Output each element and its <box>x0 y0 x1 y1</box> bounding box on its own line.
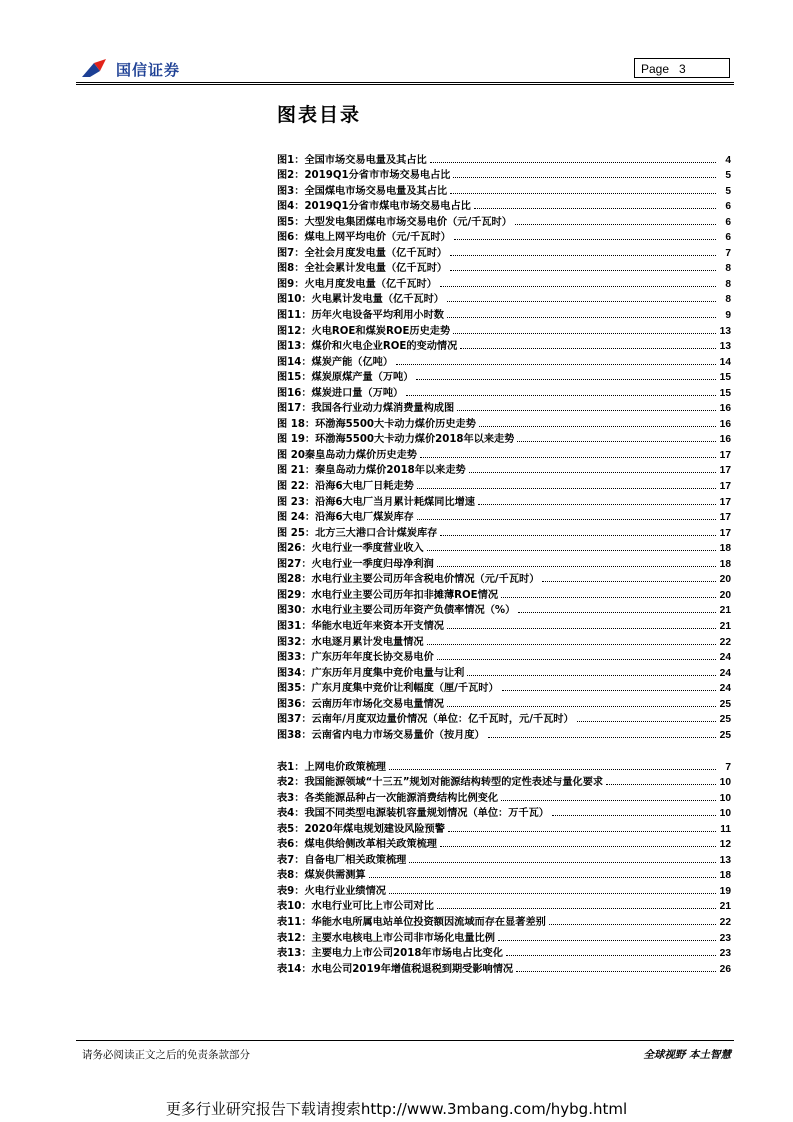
figure-entry[interactable] <box>277 539 731 555</box>
dot-leader <box>447 628 716 629</box>
entry-page-number: 6 <box>725 232 731 244</box>
dot-leader <box>389 769 716 770</box>
figure-entry[interactable] <box>277 508 731 524</box>
entry-label: 图38：云南省内电力市场交易量价（按月度） <box>277 729 485 741</box>
dot-leader <box>440 286 716 287</box>
table-entry[interactable] <box>277 912 731 928</box>
entry-page-number: 15 <box>719 372 731 384</box>
entry-label: 图30：水电行业主要公司历年资产负债率情况（%） <box>277 605 516 617</box>
dot-leader <box>478 504 716 505</box>
figure-entry[interactable] <box>277 725 731 741</box>
figure-entry[interactable] <box>277 166 731 182</box>
figure-entry[interactable] <box>277 492 731 508</box>
figure-entry[interactable] <box>277 290 731 306</box>
figure-entry[interactable] <box>277 212 731 228</box>
figure-entry[interactable] <box>277 414 731 430</box>
dot-leader <box>389 893 716 894</box>
entry-label: 图31：华能水电近年来资本开支情况 <box>277 620 444 632</box>
entry-label: 表11：华能水电所属电站单位投资额因流域而存在显著差别 <box>277 917 546 929</box>
entry-label: 图 19：环渤海5500大卡动力煤价2018年以来走势 <box>277 434 515 446</box>
entry-page-number: 11 <box>720 823 731 835</box>
entry-label: 图16：煤炭进口量（万吨） <box>277 387 404 399</box>
entry-page-number: 16 <box>719 434 731 446</box>
entry-label: 图14：煤炭产能（亿吨） <box>277 356 394 368</box>
dot-leader <box>396 364 716 365</box>
table-entry[interactable] <box>277 959 731 975</box>
dot-leader <box>448 831 716 832</box>
entry-page-number: 25 <box>719 714 731 726</box>
entry-page-number: 17 <box>719 481 731 493</box>
entry-page-number: 10 <box>719 792 731 804</box>
entry-page-number: 13 <box>719 341 731 353</box>
table-entry[interactable] <box>277 881 731 897</box>
figure-entry[interactable] <box>277 632 731 648</box>
figure-entry[interactable] <box>277 274 731 290</box>
entry-label: 表7：自备电厂相关政策梳理 <box>277 854 407 866</box>
entry-label: 图5：大型发电集团煤电市场交易电价（元/千瓦时） <box>277 216 512 228</box>
figure-entry[interactable] <box>277 679 731 695</box>
figure-entry[interactable] <box>277 570 731 586</box>
entry-label: 图 23：沿海6大电厂当月累计耗煤同比增速 <box>277 496 475 508</box>
entry-page-number: 24 <box>719 652 731 664</box>
figure-entry[interactable] <box>277 368 731 384</box>
figure-entry[interactable] <box>277 352 731 368</box>
entry-label: 表6：煤电供给侧改革相关政策梳理 <box>277 839 437 851</box>
entry-label: 表9：火电行业业绩情况 <box>277 885 386 897</box>
entry-page-number: 22 <box>719 917 731 929</box>
figure-entry[interactable] <box>277 321 731 337</box>
dot-leader <box>457 410 716 411</box>
dot-leader <box>549 924 716 925</box>
entry-page-number: 25 <box>719 729 731 741</box>
entry-page-number: 13 <box>719 854 731 866</box>
entry-page-number: 24 <box>719 683 731 695</box>
figure-entry[interactable] <box>277 259 731 275</box>
dot-leader <box>369 877 716 878</box>
figure-entry[interactable] <box>277 181 731 197</box>
dot-leader <box>516 971 716 972</box>
page-title: 图表目录 <box>277 104 362 126</box>
dot-leader <box>501 597 716 598</box>
entry-label: 图 24：沿海6大电厂煤炭库存 <box>277 512 414 524</box>
entry-page-number: 8 <box>725 263 731 275</box>
entry-label: 图1：全国市场交易电量及其占比 <box>277 154 427 166</box>
entry-page-number: 21 <box>719 620 731 632</box>
header-divider <box>76 82 734 83</box>
dot-leader <box>409 862 716 863</box>
dot-leader <box>427 644 716 645</box>
entry-label: 图13：煤价和火电企业ROE的变动情况 <box>277 341 458 353</box>
entry-page-number: 16 <box>719 403 731 415</box>
table-entry[interactable] <box>277 788 731 804</box>
entry-label: 图33：广东历年年度长协交易电价 <box>277 652 434 664</box>
dot-leader <box>420 457 716 458</box>
entry-label: 图32：水电逐月累计发电量情况 <box>277 636 424 648</box>
entry-page-number: 21 <box>719 901 731 913</box>
figure-entry[interactable] <box>277 197 731 213</box>
entry-page-number: 23 <box>719 932 731 944</box>
entry-label: 表3：各类能源品种占一次能源消费结构比例变化 <box>277 792 499 804</box>
entry-label: 图35：广东月度集中竞价让利幅度（厘/千瓦时） <box>277 683 499 695</box>
entry-label: 图27：火电行业一季度归母净利润 <box>277 558 434 570</box>
table-entry[interactable] <box>277 835 731 851</box>
footer-divider <box>76 1040 734 1041</box>
dot-leader <box>440 846 716 847</box>
dot-leader <box>447 301 716 302</box>
page-indicator <box>634 58 730 78</box>
entry-page-number: 13 <box>719 325 731 337</box>
figure-list <box>277 150 731 741</box>
entry-page-number: 19 <box>719 885 731 897</box>
entry-label: 表10：水电行业可比上市公司对比 <box>277 901 434 913</box>
entry-page-number: 26 <box>719 963 731 975</box>
dot-leader <box>427 550 716 551</box>
table-list <box>277 757 731 975</box>
figure-entry[interactable] <box>277 710 731 726</box>
logo-text: 国信证券 <box>116 61 181 79</box>
entry-page-number: 5 <box>725 170 731 182</box>
page-number: 3 <box>679 62 686 76</box>
entry-label: 表8：煤炭供需测算 <box>277 870 366 882</box>
entry-label: 图8：全社会累计发电量（亿千瓦时） <box>277 263 448 275</box>
table-entry[interactable] <box>277 944 731 960</box>
entry-label: 图10：火电累计发电量（亿千瓦时） <box>277 294 444 306</box>
entry-page-number: 7 <box>725 761 731 773</box>
entry-page-number: 12 <box>719 839 731 851</box>
entry-page-number: 22 <box>719 636 731 648</box>
dot-leader <box>606 784 716 785</box>
dot-leader <box>467 675 716 676</box>
dot-leader <box>479 426 716 427</box>
logo-mark-icon <box>80 57 112 79</box>
company-logo <box>80 55 210 85</box>
entry-label: 图 25：北方三大港口合计煤炭库存 <box>277 527 438 539</box>
figure-entry[interactable] <box>277 461 731 477</box>
dot-leader <box>437 566 716 567</box>
entry-page-number: 24 <box>719 667 731 679</box>
entry-label: 图37：云南年/月度双边量价情况（单位：亿千瓦时，元/千瓦时） <box>277 714 574 726</box>
entry-label: 图17：我国各行业动力煤消费量构成图 <box>277 403 455 415</box>
table-entry[interactable] <box>277 850 731 866</box>
figure-entry[interactable] <box>277 150 731 166</box>
dot-leader <box>437 659 716 660</box>
figure-entry[interactable] <box>277 305 731 321</box>
entry-label: 图12：火电ROE和煤炭ROE历史走势 <box>277 325 451 337</box>
dot-leader <box>450 193 716 194</box>
dot-leader <box>515 224 716 225</box>
dot-leader <box>542 581 716 582</box>
entry-label: 图7：全社会月度发电量（亿千瓦时） <box>277 247 448 259</box>
dot-leader <box>447 317 716 318</box>
dot-leader <box>469 472 716 473</box>
entry-page-number: 6 <box>725 216 731 228</box>
entry-page-number: 6 <box>725 201 731 213</box>
dot-leader <box>450 255 716 256</box>
entry-label: 表12：主要水电核电上市公司非市场化电量比例 <box>277 932 495 944</box>
entry-page-number: 18 <box>719 543 731 555</box>
figure-entry[interactable] <box>277 430 731 446</box>
entry-page-number: 7 <box>725 247 731 259</box>
entry-label: 图 21：秦皇岛动力煤价2018年以来走势 <box>277 465 466 477</box>
dot-leader <box>440 535 716 536</box>
dot-leader <box>498 940 716 941</box>
entry-page-number: 23 <box>719 948 731 960</box>
disclaimer-note: 请务必阅读正文之后的免责条款部分 <box>82 1049 250 1061</box>
entry-label: 图6：煤电上网平均电价（元/千瓦时） <box>277 232 451 244</box>
dot-leader <box>488 737 716 738</box>
dot-leader <box>552 815 716 816</box>
table-entry[interactable] <box>277 897 731 913</box>
figure-entry[interactable] <box>277 243 731 259</box>
figure-entry[interactable] <box>277 337 731 353</box>
entry-label: 表5：2020年煤电规划建设风险预警 <box>277 823 445 835</box>
slogan: 全球视野 本土智慧 <box>643 1049 731 1061</box>
table-entry[interactable] <box>277 928 731 944</box>
dot-leader <box>474 208 716 209</box>
entry-label: 表14：水电公司2019年增值税退税到期受影响情况 <box>277 963 514 975</box>
entry-page-number: 20 <box>719 574 731 586</box>
table-entry[interactable] <box>277 819 731 835</box>
download-note[interactable]: 更多行业研究报告下载请搜索http://www.3mbang.com/hybg.html <box>165 1100 628 1118</box>
figure-entry[interactable] <box>277 445 731 461</box>
entry-label: 图3：全国煤电市场交易电量及其占比 <box>277 185 448 197</box>
dot-leader <box>502 690 716 691</box>
entry-page-number: 17 <box>719 496 731 508</box>
figure-entry[interactable] <box>277 663 731 679</box>
dot-leader <box>447 706 716 707</box>
entry-page-number: 15 <box>719 387 731 399</box>
entry-label: 图 18：环渤海5500大卡动力煤价历史走势 <box>277 418 476 430</box>
dot-leader <box>417 488 716 489</box>
entry-label: 图2：2019Q1分省市市场交易电占比 <box>277 170 451 182</box>
entry-page-number: 25 <box>719 698 731 710</box>
entry-page-number: 17 <box>719 527 731 539</box>
dot-leader <box>506 955 716 956</box>
entry-label: 图 22：沿海6大电厂日耗走势 <box>277 481 414 493</box>
entry-page-number: 5 <box>725 185 731 197</box>
entry-label: 图26：火电行业一季度营业收入 <box>277 543 424 555</box>
figure-entry[interactable] <box>277 585 731 601</box>
dot-leader <box>416 379 716 380</box>
entry-label: 图11：历年火电设备平均利用小时数 <box>277 310 444 322</box>
entry-page-number: 8 <box>725 294 731 306</box>
entry-label: 图29：水电行业主要公司历年扣非摊薄ROE情况 <box>277 589 499 601</box>
dot-leader <box>430 162 716 163</box>
header-divider-secondary <box>76 84 734 85</box>
figure-entry[interactable] <box>277 648 731 664</box>
entry-page-number: 17 <box>719 465 731 477</box>
figure-entry[interactable] <box>277 694 731 710</box>
table-entry[interactable] <box>277 804 731 820</box>
dot-leader <box>501 800 716 801</box>
dot-leader <box>453 333 716 334</box>
table-entry[interactable] <box>277 773 731 789</box>
entry-label: 图15：煤炭原煤产量（万吨） <box>277 372 414 384</box>
entry-label: 图28：水电行业主要公司历年含税电价情况（元/千瓦时） <box>277 574 540 586</box>
dot-leader <box>518 612 716 613</box>
entry-page-number: 21 <box>719 605 731 617</box>
figure-entry[interactable] <box>277 399 731 415</box>
page-label: Page <box>641 62 670 76</box>
table-entry[interactable] <box>277 757 731 773</box>
dot-leader <box>577 721 716 722</box>
dot-leader <box>453 177 716 178</box>
figure-entry[interactable] <box>277 476 731 492</box>
entry-page-number: 18 <box>719 558 731 570</box>
figure-entry[interactable] <box>277 383 731 399</box>
entry-page-number: 4 <box>725 154 731 166</box>
dot-leader <box>417 519 716 520</box>
entry-label: 表2：我国能源领域“十三五”规划对能源结构转型的定性表述与量化要求 <box>277 777 604 789</box>
entry-label: 表1：上网电价政策梳理 <box>277 761 386 773</box>
entry-label: 表4：我国不同类型电源装机容量规划情况（单位：万千瓦） <box>277 808 549 820</box>
entry-page-number: 20 <box>719 589 731 601</box>
dot-leader <box>454 239 716 240</box>
figure-entry[interactable] <box>277 523 731 539</box>
entry-label: 图36：云南历年市场化交易电量情况 <box>277 698 444 710</box>
entry-page-number: 17 <box>719 449 731 461</box>
entry-label: 图4：2019Q1分省市煤电市场交易电占比 <box>277 201 471 213</box>
entry-label: 图9：火电月度发电量（亿千瓦时） <box>277 278 437 290</box>
entry-page-number: 8 <box>725 278 731 290</box>
entry-page-number: 18 <box>719 870 731 882</box>
entry-label: 图34：广东历年月度集中竞价电量与让利 <box>277 667 465 679</box>
dot-leader <box>517 441 716 442</box>
entry-page-number: 9 <box>725 310 731 322</box>
table-entry[interactable] <box>277 866 731 882</box>
figure-entry[interactable] <box>277 601 731 617</box>
entry-page-number: 17 <box>719 512 731 524</box>
entry-page-number: 16 <box>719 418 731 430</box>
dot-leader <box>437 908 716 909</box>
entry-page-number: 10 <box>719 777 731 789</box>
entry-page-number: 10 <box>719 808 731 820</box>
entry-page-number: 14 <box>719 356 731 368</box>
figure-entry[interactable] <box>277 228 731 244</box>
entry-label: 图 20秦皇岛动力煤价历史走势 <box>277 449 417 461</box>
dot-leader <box>450 270 716 271</box>
dot-leader <box>406 395 716 396</box>
dot-leader <box>460 348 716 349</box>
figure-entry[interactable] <box>277 616 731 632</box>
entry-label: 表13：主要电力上市公司2018年市场电占比变化 <box>277 948 503 960</box>
figure-entry[interactable] <box>277 554 731 570</box>
